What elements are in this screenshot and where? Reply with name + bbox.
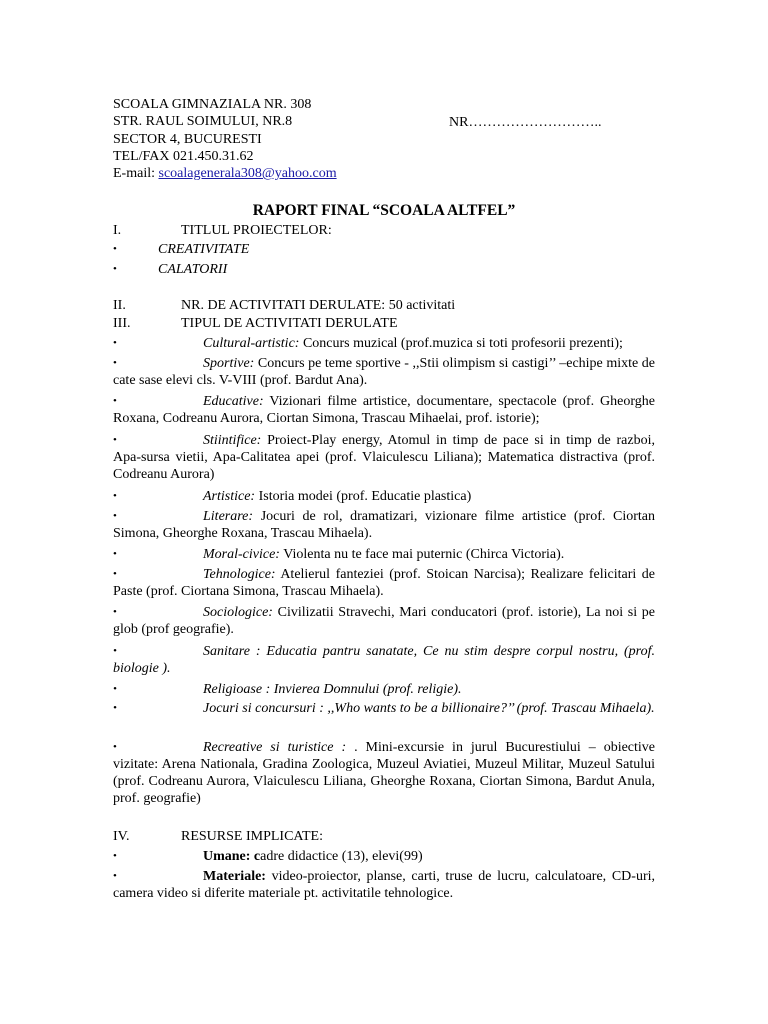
activity-item [113,700,655,717]
resource-item [113,868,655,902]
activity-item [113,546,655,563]
activity-description: Proiect-Play energy, Atomul in timp de pace si in timp de razboi, Apa-sursa vietii, Apa-Calitatea apei (prof. Vlaiculescu Liliana); Matematica distractiva (prof. Codreanu Aurora) [113,433,655,482]
header-sector: SECTOR 4, BUCURESTI [113,131,262,147]
project-name: CREATIVITATE [158,242,250,257]
resource-description: adre didactice (13), elevi(99) [260,849,423,864]
activity-item [113,604,655,638]
section-1-label: TITLUL PROIECTELOR: [181,223,332,238]
email-label: E-mail: [113,166,159,182]
activity-category: Religioase : Invierea Domnului (prof. religie). [203,682,462,697]
bullet-icon: • [113,870,117,882]
activity-item [113,393,655,427]
bullet-icon: • [113,741,117,753]
resource-item [113,848,655,865]
activity-item [113,739,655,807]
bullet-icon: • [113,395,117,407]
project-item [113,261,655,278]
activity-category: Educative: [203,394,264,409]
bullet-icon: • [113,850,117,862]
activity-item [113,681,655,698]
activity-description: Jocuri de rol, dramatizari, vizionare filme artistice (prof. Ciortan Simona, Gheorghe Roxana, Trascau Mihaela). [113,509,655,541]
section-2-number: II. [113,298,126,313]
school-header [113,96,337,182]
bullet-icon: • [113,606,117,618]
bullet-icon: • [113,337,117,349]
activity-description: Concurs pe teme sportive - ,,Stii olimpism si castigi’’ –echipe mixte de cate sase elevi cls. V-VIII (prof. Bardut Ana). [113,356,655,388]
bullet-icon: • [113,490,117,502]
header-email-line [113,165,337,182]
bullet-icon: • [113,568,117,580]
resource-category: Umane: c [203,849,261,864]
activity-category: Stiintifice: [203,433,262,448]
header-street: STR. RAUL SOIMULUI, NR.8 [113,114,293,130]
activity-category: Recreative si turistice : [203,740,355,755]
section-4-label: RESURSE IMPLICATE: [181,829,323,844]
activity-item [113,355,655,389]
activity-description: Atelierul fanteziei (prof. Stoican Narcisa); Realizare felicitari de Paste (prof. Ciortana Simona, Trascau Mihaela). [113,567,655,599]
activity-description: . Mini-excursie in jurul Bucurestiului – obiective vizitate: Arena Nationala, Gradina Zoologica, Muzeul Aviatiei, Muzeul Militar, Muzeul Satului (prof. Codreanu Aurora, Vlaiculescu Liliana, Gheorghe Roxana, Ciortan Simona, Bardut Anula, prof. geografie) [113,740,656,806]
activity-description: Vizionari filme artistice, documentare, spectacole (prof. Gheorghe Roxana, Codreanu Aurora, Ciortan Simona, Trascau Mihaelai, prof. istorie); [113,394,655,426]
activity-item [113,566,655,600]
activity-category: Sociologice: [203,605,273,620]
section-3-label: TIPUL DE ACTIVITATI DERULATE [181,316,398,331]
registration-number: NR……………………….. [449,115,602,130]
report-title: RAPORT FINAL “SCOALA ALTFEL” [252,202,516,219]
section-1-number: I. [113,223,122,238]
resource-description: video-proiector, planse, carti, truse de lucru, calculatoare, CD-uri, camera video si diferite materiale pt. activitatile tehnologice. [113,869,655,901]
activity-category: Literare: [203,509,254,524]
bullet-icon: • [113,645,117,657]
header-phone: TEL/FAX 021.450.31.62 [113,148,254,164]
section-3-number: III. [113,316,131,331]
header-school-name: SCOALA GIMNAZIALA NR. 308 [113,97,312,112]
bullet-icon: • [113,263,117,275]
section-4-number: IV. [113,829,130,844]
bullet-icon: • [113,548,117,560]
section-1-heading [113,222,655,239]
activity-item [113,643,655,677]
project-name: CALATORII [158,262,228,277]
activity-description: Concurs muzical (prof.muzica si toti profesorii prezenti); [299,336,623,351]
project-item [113,241,655,258]
activity-category: Artistice: [203,489,256,504]
bullet-icon: • [113,510,117,522]
activity-item [113,508,655,542]
section-4-heading [113,828,655,845]
activity-item [113,335,655,352]
activity-description: Civilizatii Stravechi, Mari conducatori (prof. istorie), La noi si pe glob (prof geografie). [113,605,655,637]
bullet-icon: • [113,243,117,255]
activity-category: Tehnologice: [203,567,276,582]
activity-description: Violenta nu te face mai puternic (Chirca Victoria). [279,547,565,562]
bullet-icon: • [113,683,117,695]
activity-item [113,488,655,505]
email-link[interactable]: scoalagenerala308@yahoo.com [158,166,337,182]
section-2-label: NR. DE ACTIVITATI DERULATE: 50 activitati [181,298,456,313]
activity-category: Sportive: [203,356,255,371]
bullet-icon: • [113,702,117,714]
activity-category: Cultural-artistic: [203,336,300,351]
activity-category: Sanitare : Educatia pantru sanatate, Ce nu stim despre corpul nostru, (prof. biologie ). [113,644,655,676]
bullet-icon: • [113,434,117,446]
activity-category: Jocuri si concursuri : ,,Who wants to be a billionaire?’’ (prof. Trascau Mihaela). [203,701,655,716]
section-3-heading [113,315,655,332]
activity-item [113,432,655,483]
activity-description: Istoria modei (prof. Educatie plastica) [255,489,472,504]
bullet-icon: • [113,357,117,369]
section-2-heading [113,297,655,314]
activity-category: Moral-civice: [203,547,280,562]
resource-category: Materiale: [203,869,266,884]
